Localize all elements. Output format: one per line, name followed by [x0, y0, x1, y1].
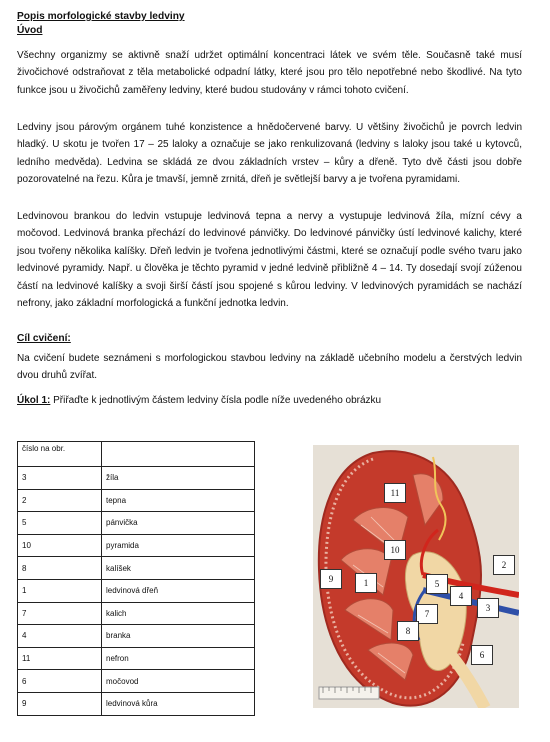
table-row	[18, 557, 255, 580]
table-cell-name: ledvinová kůra	[102, 692, 255, 715]
table-row	[18, 625, 255, 648]
table-cell-name: tepna	[102, 489, 255, 512]
table-cell-name: kalíšek	[102, 557, 255, 580]
table-header-row	[18, 442, 255, 467]
kidney-illustration	[313, 445, 519, 708]
kidney-model-image	[313, 445, 519, 708]
table-cell-name: nefron	[102, 647, 255, 670]
figure-label-7: 7	[416, 604, 438, 624]
table-cell-num: 9	[18, 692, 102, 715]
table-row	[18, 692, 255, 715]
table-cell-num: 5	[18, 512, 102, 535]
table-cell-num: 1	[18, 579, 102, 602]
table-row	[18, 489, 255, 512]
figure-label-9: 9	[320, 569, 342, 589]
figure-label-8: 8	[397, 621, 419, 641]
table-cell-num: 8	[18, 557, 102, 580]
figure-label-10: 10	[384, 540, 406, 560]
table-row	[18, 467, 255, 490]
table-cell-num: 6	[18, 670, 102, 693]
figure-label-2: 2	[493, 555, 515, 575]
table-row	[18, 647, 255, 670]
table-cell-num: 2	[18, 489, 102, 512]
table-cell-name: pyramida	[102, 534, 255, 557]
table-cell-num: 3	[18, 467, 102, 490]
table-cell-name: branka	[102, 625, 255, 648]
table-header-num: číslo na obr.	[18, 442, 102, 467]
table-row	[18, 579, 255, 602]
figure-label-4: 4	[450, 586, 472, 606]
figure-label-5: 5	[426, 574, 448, 594]
table-cell-name: pánvička	[102, 512, 255, 535]
table-cell-num: 4	[18, 625, 102, 648]
table-cell-name: ledvinová dřeň	[102, 579, 255, 602]
table-cell-num: 11	[18, 647, 102, 670]
table-cell-name: žíla	[102, 467, 255, 490]
intro-paragraph-2: Ledviny jsou párovým orgánem tuhé konzistence a hnědočervené barvy. U většiny živočichů je povrch ledvin hladký. U skotu je tvořen 17 – 25 laloky a označuje se jako renkulizovaná (ledviny s laloky jsou také u kytovců, ledního medvěda). Ledvina se skládá ze dvou základních vrstev – kůry a dřeně. Tyto dvě části jsou dobře pozorovatelné na řezu. Kůra je tmavší, jemně zrnitá, dřeň je světlejší barvy a je tvořena pyramidami.	[17, 122, 522, 186]
table-cell-num: 10	[18, 534, 102, 557]
task-1	[17, 395, 381, 406]
intro-heading: Úvod	[17, 25, 43, 36]
table-cell-num: 7	[18, 602, 102, 625]
goal-heading: Cíl cvičení:	[17, 333, 71, 344]
goal-paragraph: Na cvičení budete seznámeni s morfologickou stavbou ledviny na základě učebního modelu a čerstvých ledvin dvou druhů zvířat.	[17, 353, 522, 382]
intro-paragraph-3: Ledvinovou brankou do ledvin vstupuje ledvinová tepna a nervy a vystupuje ledvinová žíla, mízní cévy a močovod. Ledvinová branka přechází do ledvinové pánvičky. Do ledvinové pánvičky ústí ledvinové kalichy, které jsou tvořeny několika kalíšky. Dřeň ledvin je tvořena jednotlivými částmi, které se označují podle svého tvaru jako ledvinové pyramidy. Např. u člověka je těchto pyramid v jedné ledvině přibližně 4 – 14. Ty dosedají svojí zúženou částí na ledvinové kalíšky a svoji širší částí jsou spojené s kůrou ledviny. V ledvinových pyramidách se nachází nefrony, jako základní morfologická a funkční jednotka ledvin.	[17, 211, 522, 310]
legend-table	[17, 441, 255, 716]
table-row	[18, 602, 255, 625]
task-1-text: Přiřaďte k jednotlivým částem ledviny čísla podle níže uvedeného obrázku	[50, 395, 382, 406]
table-cell-name: močovod	[102, 670, 255, 693]
intro-paragraph-1: Všechny organizmy se aktivně snaží udržet optimální koncentraci látek ve svém těle. Současně také musí živočichové odstraňovat z těla metabolické odpadní látky, které jsou pro tělo nepotřebné nebo škodlivé. Na tyto funkce jsou u živočichů zaměřeny ledviny, které budou studovány v rámci tohoto cvičení.	[17, 50, 522, 96]
table-row	[18, 512, 255, 535]
figure-label-1: 1	[355, 573, 377, 593]
table-cell-name: kalich	[102, 602, 255, 625]
figure-label-6: 6	[471, 645, 493, 665]
task-1-label: Úkol 1:	[17, 395, 51, 406]
table-row	[18, 670, 255, 693]
figure-label-3: 3	[477, 598, 499, 618]
table-row	[18, 534, 255, 557]
document-title: Popis morfologické stavby ledviny	[17, 11, 185, 22]
figure-label-11: 11	[384, 483, 406, 503]
table-header-name	[102, 442, 255, 467]
